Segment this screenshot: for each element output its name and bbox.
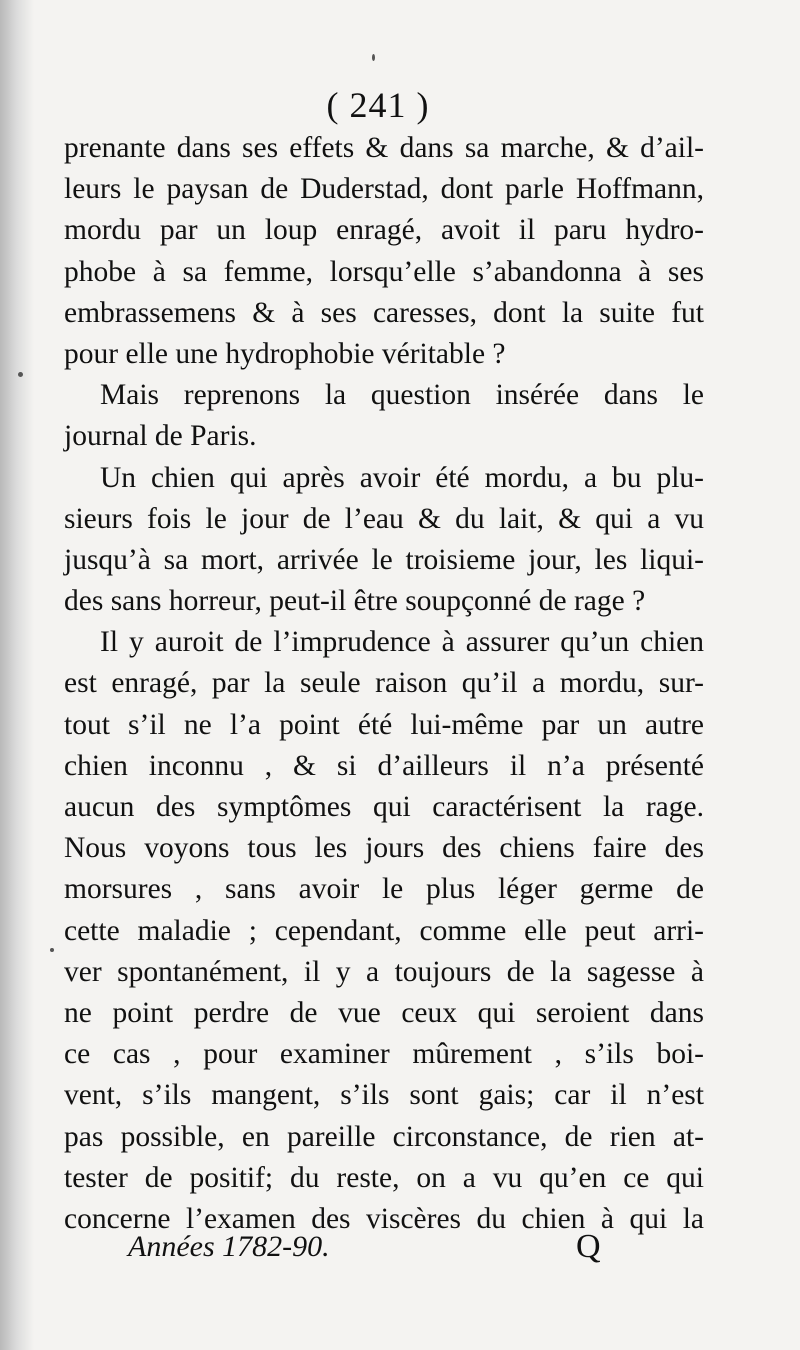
text-line: tout s’il ne l’a point été lui-même par un autre (64, 708, 704, 741)
text-line: pas possible, en pareille circonstance, de rien at- (64, 1120, 704, 1153)
text-line: tester de positif; du reste, on a vu qu’en ce qui (64, 1161, 704, 1194)
text-line: ce cas , pour examiner mûrement , s’ils boi- (64, 1038, 704, 1071)
text-line: journal de Paris. (64, 420, 257, 453)
text-line: pour elle une hydrophobie véritable ? (64, 337, 506, 370)
body-text (64, 128, 704, 1240)
text-line: leurs le paysan de Duderstad, dont parle Hoffmann, (64, 173, 704, 206)
text-line: cette maladie ; cependant, comme elle peut arri- (64, 914, 704, 947)
text-line: ne point perdre de vue ceux qui seroient dans (64, 996, 704, 1029)
ink-speck (372, 54, 375, 61)
text-line: prenante dans ses effets & dans sa marche, & d’ail- (64, 132, 704, 164)
ink-speck (50, 948, 54, 952)
ink-speck (18, 372, 23, 377)
text-line: Mais reprenons la question insérée dans le (100, 379, 704, 412)
text-line: vent, s’ils mangent, s’ils sont gais; car il n’est (64, 1079, 704, 1112)
text-line: est enragé, par la seule raison qu’il a mordu, sur- (64, 667, 704, 700)
text-line: ver spontanément, il y a toujours de la sagesse à (64, 955, 704, 988)
footer-signature: Années 1782-90. (128, 1230, 330, 1263)
binding-shadow (0, 0, 34, 1350)
text-line: chien inconnu , & si d’ailleurs il n’a présenté (64, 749, 704, 782)
text-line: concerne l’examen des viscères du chien à qui la (64, 1202, 704, 1235)
text-line: embrassemens & à ses caresses, dont la suite fut (64, 296, 704, 329)
text-line: des sans horreur, peut-il être soupçonné de rage ? (64, 585, 646, 618)
page-number: ( 241 ) (326, 85, 430, 125)
text-line: Nous voyons tous les jours des chiens faire des (64, 832, 704, 865)
text-line: aucun des symptômes qui caractérisent la rage. (64, 791, 704, 823)
text-line: morsures , sans avoir le plus léger germe de (64, 873, 704, 906)
text-line: jusqu’à sa mort, arrivée le troisieme jour, les liqui- (64, 543, 704, 576)
text-line: mordu par un loup enragé, avoit il paru hydro- (64, 214, 704, 247)
text-line: Il y auroit de l’imprudence à assurer qu’un chien (100, 626, 704, 659)
text-line: Un chien qui après avoir été mordu, a bu plu- (100, 461, 704, 494)
text-line: phobe à sa femme, lorsqu’elle s’abandonna à ses (64, 255, 704, 288)
text-line: sieurs fois le jour de l’eau & du lait, & qui a vu (64, 502, 704, 535)
sheet-signature-mark: Q (576, 1228, 601, 1265)
